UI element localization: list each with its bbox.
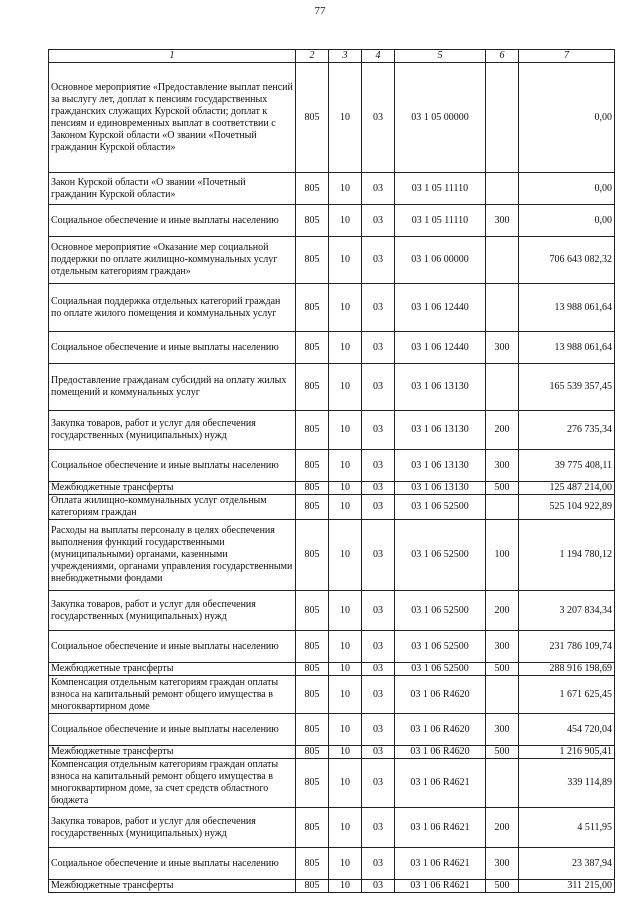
target-article-cell: 03 1 05 11110 xyxy=(395,173,486,205)
target-article-cell: 03 1 06 52500 xyxy=(395,591,486,631)
column-header: 7 xyxy=(519,50,615,63)
subsection-code-cell: 03 xyxy=(362,284,395,332)
row-name-cell: Компенсация отдельным категориям граждан оплаты взноса на капитальный ремонт общего имущества в многоквартирном доме, за счет средств областного бюджета xyxy=(49,759,296,808)
amount-cell: 0,00 xyxy=(519,205,615,237)
section-code-cell: 10 xyxy=(329,746,362,759)
subsection-code-cell: 03 xyxy=(362,482,395,495)
table-header-row xyxy=(49,50,615,63)
table-row xyxy=(49,848,615,880)
expense-type-cell xyxy=(486,237,519,284)
table-row xyxy=(49,450,615,482)
column-header: 3 xyxy=(329,50,362,63)
table-row xyxy=(49,631,615,663)
expense-type-cell xyxy=(486,63,519,173)
subsection-code-cell: 03 xyxy=(362,520,395,591)
table-row xyxy=(49,591,615,631)
expense-type-cell: 300 xyxy=(486,714,519,746)
admin-code-cell: 805 xyxy=(296,631,329,663)
table-row xyxy=(49,237,615,284)
section-code-cell: 10 xyxy=(329,450,362,482)
admin-code-cell: 805 xyxy=(296,520,329,591)
amount-cell: 4 511,95 xyxy=(519,808,615,848)
subsection-code-cell: 03 xyxy=(362,332,395,364)
subsection-code-cell: 03 xyxy=(362,808,395,848)
target-article-cell: 03 1 06 R4620 xyxy=(395,746,486,759)
table-row xyxy=(49,63,615,173)
admin-code-cell: 805 xyxy=(296,173,329,205)
column-header: 1 xyxy=(49,50,296,63)
target-article-cell: 03 1 06 R4621 xyxy=(395,880,486,893)
subsection-code-cell: 03 xyxy=(362,714,395,746)
expense-type-cell xyxy=(486,759,519,808)
expense-type-cell xyxy=(486,364,519,411)
table-row xyxy=(49,205,615,237)
row-name-cell: Социальное обеспечение и иные выплаты населению xyxy=(49,332,296,364)
table-row xyxy=(49,495,615,520)
table-row xyxy=(49,482,615,495)
row-name-cell: Межбюджетные трансферты xyxy=(49,663,296,676)
target-article-cell: 03 1 06 12440 xyxy=(395,332,486,364)
row-name-cell: Социальное обеспечение и иные выплаты населению xyxy=(49,848,296,880)
admin-code-cell: 805 xyxy=(296,591,329,631)
expense-type-cell: 300 xyxy=(486,332,519,364)
subsection-code-cell: 03 xyxy=(362,591,395,631)
table-row xyxy=(49,663,615,676)
section-code-cell: 10 xyxy=(329,663,362,676)
admin-code-cell: 805 xyxy=(296,482,329,495)
target-article-cell: 03 1 06 R4621 xyxy=(395,808,486,848)
admin-code-cell: 805 xyxy=(296,880,329,893)
section-code-cell: 10 xyxy=(329,411,362,450)
target-article-cell: 03 1 05 00000 xyxy=(395,63,486,173)
amount-cell: 288 916 198,69 xyxy=(519,663,615,676)
expense-type-cell: 300 xyxy=(486,205,519,237)
expense-type-cell: 200 xyxy=(486,411,519,450)
section-code-cell: 10 xyxy=(329,364,362,411)
row-name-cell: Социальное обеспечение и иные выплаты населению xyxy=(49,714,296,746)
table-row xyxy=(49,759,615,808)
admin-code-cell: 805 xyxy=(296,848,329,880)
subsection-code-cell: 03 xyxy=(362,411,395,450)
amount-cell: 706 643 082,32 xyxy=(519,237,615,284)
row-name-cell: Социальная поддержка отдельных категорий граждан по оплате жилого помещения и коммунальных услуг xyxy=(49,284,296,332)
expense-type-cell: 500 xyxy=(486,746,519,759)
table-row xyxy=(49,520,615,591)
subsection-code-cell: 03 xyxy=(362,746,395,759)
section-code-cell: 10 xyxy=(329,631,362,663)
amount-cell: 23 387,94 xyxy=(519,848,615,880)
row-name-cell: Социальное обеспечение и иные выплаты населению xyxy=(49,205,296,237)
admin-code-cell: 805 xyxy=(296,205,329,237)
row-name-cell: Социальное обеспечение и иные выплаты населению xyxy=(49,631,296,663)
admin-code-cell: 805 xyxy=(296,759,329,808)
column-header: 4 xyxy=(362,50,395,63)
target-article-cell: 03 1 06 52500 xyxy=(395,663,486,676)
row-name-cell: Социальное обеспечение и иные выплаты населению xyxy=(49,450,296,482)
section-code-cell: 10 xyxy=(329,495,362,520)
expense-type-cell: 500 xyxy=(486,880,519,893)
amount-cell: 454 720,04 xyxy=(519,714,615,746)
subsection-code-cell: 03 xyxy=(362,495,395,520)
table-row xyxy=(49,364,615,411)
target-article-cell: 03 1 06 R4620 xyxy=(395,714,486,746)
amount-cell: 165 539 357,45 xyxy=(519,364,615,411)
subsection-code-cell: 03 xyxy=(362,676,395,714)
subsection-code-cell: 03 xyxy=(362,63,395,173)
row-name-cell: Межбюджетные трансферты xyxy=(49,746,296,759)
table-row xyxy=(49,880,615,893)
admin-code-cell: 805 xyxy=(296,495,329,520)
target-article-cell: 03 1 06 00000 xyxy=(395,237,486,284)
row-name-cell: Закупка товаров, работ и услуг для обеспечения государственных (муниципальных) нужд xyxy=(49,591,296,631)
column-header: 6 xyxy=(486,50,519,63)
target-article-cell: 03 1 06 52500 xyxy=(395,631,486,663)
section-code-cell: 10 xyxy=(329,808,362,848)
row-name-cell: Расходы на выплаты персоналу в целях обеспечения выполнения функций государственными (муниципальными) органами, казенными учреждениями, органами управления государственными внебюджетными фондами xyxy=(49,520,296,591)
expense-type-cell: 200 xyxy=(486,808,519,848)
table-row xyxy=(49,676,615,714)
page-number: 77 xyxy=(314,5,326,17)
admin-code-cell: 805 xyxy=(296,411,329,450)
expense-type-cell: 300 xyxy=(486,450,519,482)
target-article-cell: 03 1 06 R4621 xyxy=(395,848,486,880)
section-code-cell: 10 xyxy=(329,237,362,284)
amount-cell: 1 216 905,41 xyxy=(519,746,615,759)
subsection-code-cell: 03 xyxy=(362,237,395,284)
row-name-cell: Закон Курской области «О звании «Почетный гражданин Курской области» xyxy=(49,173,296,205)
target-article-cell: 03 1 05 11110 xyxy=(395,205,486,237)
amount-cell: 13 988 061,64 xyxy=(519,332,615,364)
row-name-cell: Закупка товаров, работ и услуг для обеспечения государственных (муниципальных) нужд xyxy=(49,808,296,848)
row-name-cell: Компенсация отдельным категориям граждан оплаты взноса на капитальный ремонт общего имущества в многоквартирном доме xyxy=(49,676,296,714)
admin-code-cell: 805 xyxy=(296,663,329,676)
target-article-cell: 03 1 06 R4620 xyxy=(395,676,486,714)
subsection-code-cell: 03 xyxy=(362,631,395,663)
admin-code-cell: 805 xyxy=(296,676,329,714)
target-article-cell: 03 1 06 13130 xyxy=(395,482,486,495)
expense-type-cell xyxy=(486,676,519,714)
table-row xyxy=(49,173,615,205)
section-code-cell: 10 xyxy=(329,591,362,631)
row-name-cell: Основное мероприятие «Предоставление выплат пенсий за выслугу лет, доплат к пенсиям государственных гражданских служащих Курской области; доплат к пенсиям и единовременных выплат в соответствии с Законом Курской области «О звании «Почетный гражданин Курской области» xyxy=(49,63,296,173)
row-name-cell: Закупка товаров, работ и услуг для обеспечения государственных (муниципальных) нужд xyxy=(49,411,296,450)
admin-code-cell: 805 xyxy=(296,364,329,411)
section-code-cell: 10 xyxy=(329,482,362,495)
target-article-cell: 03 1 06 12440 xyxy=(395,284,486,332)
expense-type-cell: 500 xyxy=(486,663,519,676)
amount-cell: 339 114,89 xyxy=(519,759,615,808)
amount-cell: 13 988 061,64 xyxy=(519,284,615,332)
table-row xyxy=(49,411,615,450)
amount-cell: 125 487 214,00 xyxy=(519,482,615,495)
target-article-cell: 03 1 06 13130 xyxy=(395,364,486,411)
amount-cell: 276 735,34 xyxy=(519,411,615,450)
expense-type-cell: 300 xyxy=(486,848,519,880)
section-code-cell: 10 xyxy=(329,759,362,808)
subsection-code-cell: 03 xyxy=(362,848,395,880)
admin-code-cell: 805 xyxy=(296,450,329,482)
section-code-cell: 10 xyxy=(329,332,362,364)
budget-table xyxy=(48,49,615,893)
admin-code-cell: 805 xyxy=(296,63,329,173)
amount-cell: 1 194 780,12 xyxy=(519,520,615,591)
subsection-code-cell: 03 xyxy=(362,759,395,808)
section-code-cell: 10 xyxy=(329,848,362,880)
section-code-cell: 10 xyxy=(329,714,362,746)
target-article-cell: 03 1 06 52500 xyxy=(395,495,486,520)
target-article-cell: 03 1 06 13130 xyxy=(395,411,486,450)
section-code-cell: 10 xyxy=(329,880,362,893)
admin-code-cell: 805 xyxy=(296,237,329,284)
table-row xyxy=(49,808,615,848)
expense-type-cell: 500 xyxy=(486,482,519,495)
subsection-code-cell: 03 xyxy=(362,880,395,893)
admin-code-cell: 805 xyxy=(296,714,329,746)
section-code-cell: 10 xyxy=(329,284,362,332)
target-article-cell: 03 1 06 13130 xyxy=(395,450,486,482)
row-name-cell: Оплата жилищно-коммунальных услуг отдельным категориям граждан xyxy=(49,495,296,520)
table-row xyxy=(49,714,615,746)
table-row xyxy=(49,746,615,759)
expense-type-cell: 300 xyxy=(486,631,519,663)
column-header: 2 xyxy=(296,50,329,63)
expense-type-cell: 200 xyxy=(486,591,519,631)
expense-type-cell xyxy=(486,495,519,520)
admin-code-cell: 805 xyxy=(296,746,329,759)
subsection-code-cell: 03 xyxy=(362,205,395,237)
admin-code-cell: 805 xyxy=(296,332,329,364)
row-name-cell: Предоставление гражданам субсидий на оплату жилых помещений и коммунальных услуг xyxy=(49,364,296,411)
row-name-cell: Межбюджетные трансферты xyxy=(49,880,296,893)
subsection-code-cell: 03 xyxy=(362,450,395,482)
admin-code-cell: 805 xyxy=(296,808,329,848)
expense-type-cell xyxy=(486,173,519,205)
expense-type-cell: 100 xyxy=(486,520,519,591)
subsection-code-cell: 03 xyxy=(362,663,395,676)
subsection-code-cell: 03 xyxy=(362,364,395,411)
amount-cell: 0,00 xyxy=(519,63,615,173)
target-article-cell: 03 1 06 R4621 xyxy=(395,759,486,808)
column-header: 5 xyxy=(395,50,486,63)
amount-cell: 1 671 625,45 xyxy=(519,676,615,714)
expense-type-cell xyxy=(486,284,519,332)
table-row xyxy=(49,332,615,364)
amount-cell: 39 775 408,11 xyxy=(519,450,615,482)
amount-cell: 0,00 xyxy=(519,173,615,205)
target-article-cell: 03 1 06 52500 xyxy=(395,520,486,591)
amount-cell: 525 104 922,89 xyxy=(519,495,615,520)
section-code-cell: 10 xyxy=(329,173,362,205)
amount-cell: 3 207 834,34 xyxy=(519,591,615,631)
row-name-cell: Межбюджетные трансферты xyxy=(49,482,296,495)
amount-cell: 311 215,00 xyxy=(519,880,615,893)
admin-code-cell: 805 xyxy=(296,284,329,332)
section-code-cell: 10 xyxy=(329,520,362,591)
amount-cell: 231 786 109,74 xyxy=(519,631,615,663)
section-code-cell: 10 xyxy=(329,63,362,173)
row-name-cell: Основное мероприятие «Оказание мер социальной поддержки по оплате жилищно-коммунальных услуг отдельным категориям граждан» xyxy=(49,237,296,284)
table-row xyxy=(49,284,615,332)
section-code-cell: 10 xyxy=(329,205,362,237)
section-code-cell: 10 xyxy=(329,676,362,714)
subsection-code-cell: 03 xyxy=(362,173,395,205)
